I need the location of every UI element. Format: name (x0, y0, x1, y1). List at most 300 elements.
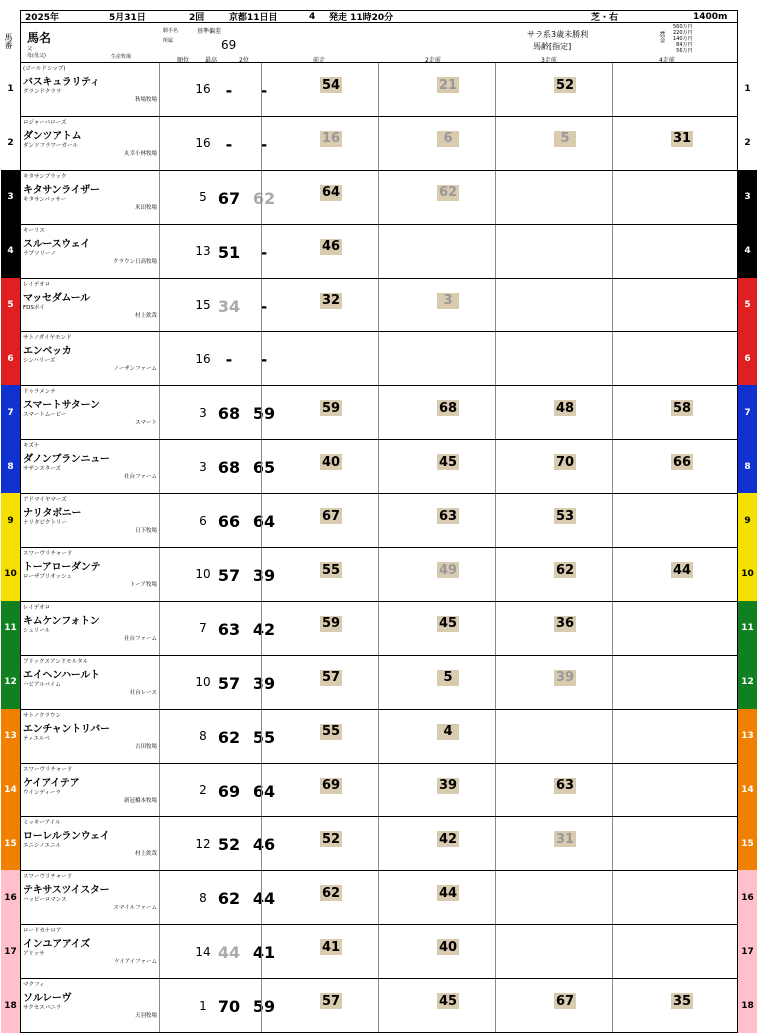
rank-value: 12 (195, 836, 211, 851)
second-score: 41 (252, 943, 276, 963)
past-race-3 (495, 817, 612, 870)
past-race-2 (378, 764, 495, 817)
horse-name[interactable]: キタサンライザー (23, 184, 100, 196)
horse-info (23, 710, 160, 763)
horse-row (7, 332, 751, 386)
dam-name: スマートムービー (23, 412, 67, 419)
race-year: 2025年 (25, 13, 60, 23)
past-race-3 (495, 332, 612, 385)
past-race-score: 31 (672, 131, 692, 147)
prize-2: 220万円 (673, 30, 693, 36)
breeder-name: 社台ファーム (124, 635, 157, 642)
past-race-1 (261, 117, 378, 170)
past-race-score: 55 (321, 562, 341, 578)
umaban-right: 5 (738, 278, 757, 333)
past-race-1 (261, 979, 378, 1032)
past-race-score: 63 (438, 508, 458, 524)
sire-name: アドマイヤマーズ (23, 497, 67, 504)
past-race-1 (261, 656, 378, 709)
horse-name[interactable]: エイヘンハールト (23, 669, 100, 681)
rank-value: 16 (195, 136, 211, 151)
prize-1: 560万円 (673, 24, 693, 30)
past-race-score: 21 (438, 77, 458, 93)
past-race-3 (495, 548, 612, 601)
past-race-2 (378, 279, 495, 332)
sire-name: サトノクラウン (23, 712, 62, 719)
umaban-right: 3 (738, 170, 757, 225)
horse-row (7, 494, 751, 548)
sire-name: レイデオロ (23, 604, 51, 611)
dam-name: ダンツフラワーガール (23, 142, 78, 149)
best-score: 51 (217, 242, 241, 262)
past-race-score: 49 (438, 562, 458, 578)
past-race-score: 5 (554, 131, 576, 147)
second-score: - (260, 134, 268, 154)
umaban-right: 15 (738, 816, 757, 871)
sire-name: ブリックスアンドモルタル (23, 658, 89, 665)
past-race-2 (378, 117, 495, 170)
horse-name[interactable]: ダノンブランニュー (23, 454, 110, 466)
race-number: 4 (309, 11, 316, 22)
best-score: 34 (217, 296, 241, 316)
past-race-1 (261, 548, 378, 601)
past-race-4 (612, 225, 729, 278)
dam-name: ナリタビクトリー (23, 520, 68, 527)
best-score: - (225, 134, 233, 154)
past-race-2 (378, 548, 495, 601)
sire-name: マクフィ (23, 982, 45, 989)
past-race-score: 63 (555, 778, 575, 794)
past-race-4 (612, 602, 729, 655)
past-race-score: 70 (555, 454, 575, 470)
horse-row (4, 710, 754, 764)
horse-name[interactable]: ダンツアトム (23, 130, 82, 142)
umaban-left: 5 (1, 278, 20, 333)
past-race-4 (612, 440, 729, 493)
past-race-score: 67 (555, 993, 575, 1009)
past-race-4 (612, 494, 729, 547)
horse-name[interactable]: テキサスツイスター (23, 885, 110, 897)
horse-name[interactable]: ソルレーヴ (23, 993, 72, 1005)
past-race-score: 52 (321, 831, 341, 847)
horse-info (23, 225, 160, 278)
past-race-4 (612, 979, 729, 1032)
past-race-1 (261, 817, 378, 870)
horse-info (23, 386, 160, 439)
past-race-2 (378, 440, 495, 493)
best-score: - (225, 81, 233, 100)
second-score: 59 (252, 997, 276, 1017)
past-race-1 (261, 440, 378, 493)
best-score: 52 (217, 835, 241, 855)
past-race-score: 66 (672, 454, 692, 470)
breeder-name: ノーザンファーム (113, 366, 157, 373)
umaban-right: 6 (738, 331, 757, 386)
sire-name: スワーヴリチャード (23, 766, 73, 773)
umaban-left: 6 (1, 331, 20, 386)
column-header (4, 23, 738, 64)
breeder-name: 日下牧場 (134, 528, 157, 535)
past-race-2 (378, 871, 495, 924)
past-race-score: 41 (321, 939, 341, 955)
breeder-name: クラウン日高牧場 (112, 258, 157, 265)
umaban-left: 4 (1, 224, 20, 279)
past-race-score: 32 (321, 293, 341, 309)
past-race-score: 4 (437, 724, 459, 740)
umaban-right: 4 (738, 224, 757, 279)
prize-4: 84万円 (676, 42, 693, 48)
rank-value: 5 (199, 190, 207, 205)
best-score: 67 (217, 188, 241, 208)
past-race-4 (612, 817, 729, 870)
second-score: 39 (252, 566, 276, 586)
past-race-score: 67 (321, 508, 341, 524)
jockey-label: 騎手名 (163, 28, 179, 34)
dam-name: ハビアルバイム (23, 681, 61, 688)
horse-row (7, 171, 751, 225)
rank-value: 15 (195, 298, 211, 312)
past-race-score: 59 (321, 400, 341, 416)
past-race-1 (261, 225, 378, 278)
horse-name[interactable]: ナリタボニー (23, 508, 82, 520)
past-race-2 (378, 171, 495, 224)
second-score: 65 (252, 458, 276, 478)
horse-name[interactable]: スルースウェイ (23, 238, 90, 250)
horse-info (23, 548, 160, 601)
best-score: 63 (217, 619, 241, 639)
dam-name: グランドクララ (23, 89, 62, 95)
prize-list (673, 24, 693, 54)
past-race-4 (612, 656, 729, 709)
sire-name: ロードカナロア (23, 928, 62, 935)
past-race-3 (495, 117, 612, 170)
prize-3: 140万円 (673, 36, 693, 42)
past-race-4 (612, 279, 729, 332)
sire-name: スワーヴリチャード (23, 874, 73, 881)
horse-info (23, 494, 160, 547)
umaban-right: 11 (738, 601, 757, 656)
past-race-3 (495, 494, 612, 547)
horse-info (23, 925, 160, 978)
horse-row (4, 871, 754, 925)
sire-name: スワーヴリチャード (23, 551, 73, 558)
horse-list (4, 63, 754, 1033)
past-race-score: 16 (321, 131, 341, 147)
horse-name[interactable]: スマートサターン (23, 400, 100, 412)
dam-name: サザンスターズ (23, 466, 61, 473)
horse-name[interactable]: マッセダムール (23, 292, 90, 304)
dam-name: シンハリーズ (23, 358, 56, 365)
umaban-left: 2 (1, 116, 20, 171)
second-score: - (260, 296, 268, 316)
second-score: 55 (252, 727, 276, 747)
past-race-1 (261, 602, 378, 655)
best-score: 57 (217, 566, 241, 586)
umaban-right: 8 (738, 439, 757, 494)
rank-value: 10 (195, 675, 211, 690)
prev4-label: 4走前 (659, 57, 675, 64)
umaban-right: 16 (738, 870, 757, 925)
rank-value: 6 (199, 513, 207, 528)
past-race-1 (261, 925, 378, 978)
past-race-score: 44 (672, 562, 692, 578)
prev2-label: 2走前 (425, 57, 441, 64)
past-race-3 (495, 710, 612, 763)
dam-name: キタサンパッサー (23, 196, 67, 203)
horse-row (7, 63, 751, 117)
past-race-score: 6 (437, 131, 459, 147)
past-race-score: 68 (438, 400, 458, 416)
horse-name[interactable]: エンチャントリバー (23, 723, 110, 735)
past-race-2 (378, 710, 495, 763)
breeder-name: スマート (135, 420, 157, 427)
past-race-score: 62 (321, 885, 341, 901)
umaban-left: 15 (1, 816, 20, 871)
umaban-right: 9 (738, 493, 757, 548)
umaban-right: 18 (738, 978, 757, 1033)
past-race-3 (495, 440, 612, 493)
past-race-1 (261, 63, 378, 116)
past-race-score: 36 (555, 616, 575, 632)
past-race-score: 55 (321, 724, 341, 740)
race-place: 京都11日目 (229, 13, 278, 23)
race-condition: 馬齢[指定] (533, 42, 572, 51)
past-race-1 (261, 332, 378, 385)
horse-name[interactable]: キムケンフォトン (23, 615, 100, 627)
horse-row (4, 764, 754, 818)
past-race-2 (378, 494, 495, 547)
horse-row (4, 925, 754, 979)
sire-name: ドゥラメンテ (23, 389, 56, 396)
umaban-label: 馬番 (4, 33, 13, 49)
umaban-left: 14 (1, 763, 20, 818)
horse-name[interactable]: インユアアイズ (23, 939, 90, 951)
umaban-left: 1 (1, 62, 20, 117)
sire-name: ロジャーバローズ (23, 119, 67, 126)
best-score: 66 (217, 512, 241, 532)
past-race-score: 45 (438, 616, 458, 632)
past-race-score: 44 (438, 885, 458, 901)
past-race-1 (261, 386, 378, 439)
past-race-4 (612, 764, 729, 817)
past-race-2 (378, 602, 495, 655)
past-race-score: 54 (321, 77, 341, 93)
horse-row (4, 656, 754, 710)
umaban-left: 3 (1, 170, 20, 225)
umaban-left: 18 (1, 978, 20, 1033)
horse-name[interactable]: トーアローダンテ (23, 562, 101, 574)
past-race-2 (378, 925, 495, 978)
horse-row (7, 440, 751, 494)
race-start-time: 発走 11時20分 (329, 13, 394, 23)
past-race-2 (378, 656, 495, 709)
past-race-score: 62 (438, 185, 458, 201)
umaban-left: 7 (1, 385, 20, 440)
past-race-score: 53 (555, 508, 575, 524)
rank-value: 14 (195, 944, 211, 959)
sire-name: レイデオロ (23, 281, 51, 288)
best-score: 69 (217, 781, 241, 801)
umaban-right: 2 (738, 116, 757, 171)
past-race-score: 45 (438, 454, 458, 470)
horse-name[interactable]: ケイアイテア (23, 777, 80, 789)
second-score: 46 (252, 835, 276, 855)
dam-name: ハッピーロマンス (23, 897, 67, 904)
horse-info (23, 764, 160, 817)
horse-info (23, 817, 160, 870)
second-score: 59 (252, 404, 276, 424)
past-race-1 (261, 279, 378, 332)
past-race-score: 52 (555, 77, 575, 93)
horse-name[interactable]: ローレルランウェイ (23, 831, 110, 843)
race-class: サラ系3歳未勝利 (527, 30, 589, 39)
past-race-2 (378, 225, 495, 278)
breeder-name: 秋場牧場 (134, 97, 157, 103)
race-header (20, 10, 738, 23)
owner-label: 生産牧場 (111, 54, 132, 60)
dam-name: アリッサ (23, 951, 45, 958)
past-race-2 (378, 386, 495, 439)
horse-row (4, 602, 754, 656)
horse-info (23, 871, 160, 924)
second-label: 2位 (239, 57, 249, 64)
umaban-right: 13 (738, 709, 757, 764)
past-race-score: 35 (672, 993, 692, 1009)
second-score: 42 (252, 619, 276, 639)
past-race-score: 5 (437, 670, 459, 686)
past-race-4 (612, 548, 729, 601)
horse-info (23, 602, 160, 655)
horse-name[interactable]: バスキュラリティ (23, 77, 100, 88)
past-race-3 (495, 979, 612, 1032)
past-race-2 (378, 979, 495, 1032)
breeder-name: 米田牧場 (134, 204, 157, 211)
stable-label: 所属 (163, 38, 174, 44)
breeder-name: 村上欽哉 (134, 312, 157, 319)
horse-row (7, 225, 751, 279)
rank-value: 8 (199, 729, 207, 744)
past-race-3 (495, 925, 612, 978)
rank-value: 13 (195, 244, 211, 259)
past-race-1 (261, 764, 378, 817)
rank-value: 8 (199, 890, 207, 905)
umaban-right: 1 (738, 62, 757, 117)
breeder-name: ケイアイファーム (114, 959, 157, 966)
sire-name: キズナ (23, 443, 40, 450)
umaban-left: 9 (1, 493, 20, 548)
second-score: - (260, 81, 268, 100)
best-score: 70 (217, 997, 241, 1017)
dam-name: ウインディーラ (23, 789, 61, 796)
horse-info (23, 332, 160, 385)
horse-info (23, 117, 160, 170)
breeder-name: スマイルファーム (113, 905, 157, 912)
breeder-name: 新冠橋本牧場 (123, 797, 157, 804)
past-race-1 (261, 494, 378, 547)
dam-name: シェリール (23, 627, 51, 634)
umaban-left: 13 (1, 709, 20, 764)
second-score: 62 (252, 188, 276, 208)
horse-row (7, 279, 751, 333)
second-score: - (260, 242, 268, 262)
horse-info (23, 63, 160, 116)
umaban-right: 7 (738, 385, 757, 440)
horse-label: 馬名 (27, 31, 52, 45)
rank-value: 16 (195, 351, 211, 366)
breeder-name: トーア牧場 (129, 582, 157, 589)
rank-value: 10 (195, 567, 211, 582)
race-track: 芝・右 (591, 13, 619, 23)
past-race-1 (261, 171, 378, 224)
best-score: 62 (217, 727, 241, 747)
second-score: 39 (252, 673, 276, 693)
past-race-score: 46 (321, 239, 341, 255)
umaban-right: 12 (738, 655, 757, 710)
past-race-score: 45 (438, 993, 458, 1009)
past-race-4 (612, 710, 729, 763)
sire-label: 父 (27, 46, 33, 52)
horse-info (23, 440, 160, 493)
past-race-4 (612, 871, 729, 924)
past-race-3 (495, 871, 612, 924)
second-score: - (260, 350, 268, 370)
horse-info (23, 979, 160, 1032)
past-race-score: 40 (438, 939, 458, 955)
umaban-left: 12 (1, 655, 20, 710)
past-race-1 (261, 871, 378, 924)
umaban-right: 10 (738, 547, 757, 602)
sire-name: キタサンブラック (23, 173, 67, 180)
dam-name: ラプソリーノ (23, 250, 56, 257)
best-score: 57 (217, 673, 241, 693)
rank-value: 1 (199, 998, 207, 1013)
past-race-4 (612, 332, 729, 385)
past-race-score: 31 (555, 831, 575, 847)
dam-name: FDSポイ (23, 304, 45, 311)
past-race-score: 64 (321, 185, 341, 201)
sire-name: (ゴールドシップ) (23, 66, 66, 72)
second-score: 64 (252, 512, 276, 532)
horse-row (4, 548, 754, 602)
horse-row (7, 117, 751, 171)
kijun-value: 69 (221, 38, 237, 52)
best-score: - (225, 350, 233, 370)
second-score: 44 (252, 889, 276, 909)
past-race-score: 3 (437, 293, 459, 309)
kijun-label: 基準偏差 (197, 28, 222, 35)
breeder-name: 社台ファーム (124, 474, 157, 481)
race-distance: 1400m (693, 11, 728, 22)
race-date: 5月31日 (109, 13, 146, 23)
breeder-name: 丸幸小林牧場 (123, 150, 157, 157)
horse-row (4, 979, 754, 1033)
horse-row (7, 386, 751, 440)
prev3-label: 3走前 (541, 57, 557, 64)
breeder-name: 天羽牧場 (134, 1013, 157, 1020)
sire-name: ミッキーアイル (23, 820, 61, 827)
sire-name: サトノダイヤモンド (23, 335, 72, 342)
best-score: 68 (217, 458, 241, 478)
horse-name[interactable]: エンベッカ (23, 346, 72, 358)
past-race-2 (378, 63, 495, 116)
past-race-4 (612, 117, 729, 170)
past-race-score: 48 (555, 400, 575, 416)
dam-name: エニシノエニル (23, 843, 62, 850)
past-race-3 (495, 225, 612, 278)
past-race-score: 59 (321, 616, 341, 632)
second-score: 64 (252, 781, 276, 801)
past-race-score: 57 (321, 670, 341, 686)
